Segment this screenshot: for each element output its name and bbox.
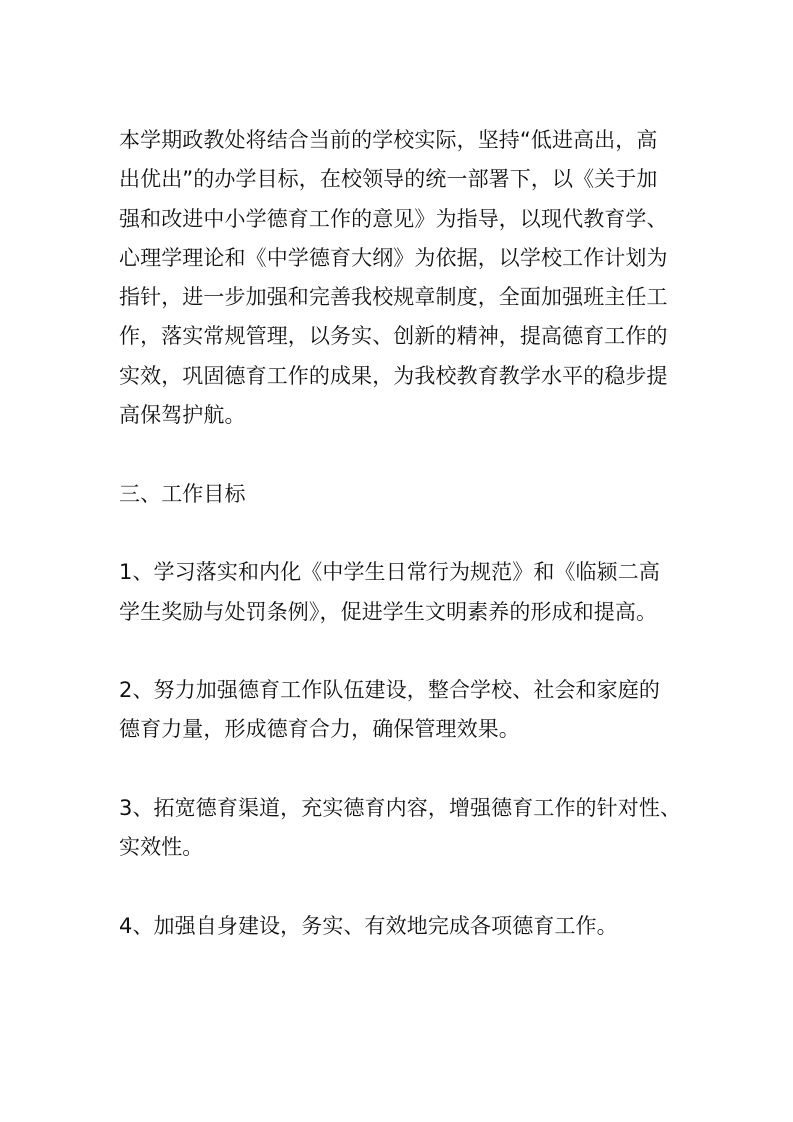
goal-item-4 bbox=[119, 907, 709, 946]
paragraph-line: 实效，巩固德育工作的成果，为我校教育教学水平的稳步提 bbox=[119, 363, 668, 388]
goal-line: 2、努力加强德育工作队伍建设，整合学校、社会和家庭的 bbox=[119, 678, 660, 703]
paragraph-line: 高保驾护航。 bbox=[119, 403, 246, 428]
goal-line: 德育力量，形成德育合力，确保管理效果。 bbox=[119, 717, 520, 742]
goal-item-1 bbox=[119, 553, 709, 632]
goal-item-3 bbox=[119, 789, 709, 868]
paragraph-spacer bbox=[119, 435, 709, 474]
document-body bbox=[119, 121, 709, 946]
goal-line: 4、加强自身建设，务实、有效地完成各项德育工作。 bbox=[119, 913, 618, 938]
paragraph-line: 本学期政教处将结合当前的学校实际，坚持“低进高出，高 bbox=[119, 128, 658, 152]
goal-line: 3、拓宽德育渠道，充实德育内容，增强德育工作的针对性、 bbox=[119, 796, 682, 821]
paragraph-line: 作，落实常规管理，以务实、创新的精神，提高德育工作的 bbox=[119, 324, 668, 349]
paragraph-line: 强和改进中小学德育工作的意见》为指导，以现代教育学、 bbox=[119, 206, 668, 231]
paragraph-line: 出优出”的办学目标，在校领导的统一部署下，以《关于加 bbox=[119, 167, 658, 192]
paragraph-spacer bbox=[119, 750, 709, 789]
goal-item-2 bbox=[119, 671, 709, 750]
paragraph-spacer bbox=[119, 868, 709, 907]
paragraph-spacer bbox=[119, 632, 709, 671]
paragraph-line: 心理学理论和《中学德育大纲》为依据，以学校工作计划为 bbox=[119, 245, 668, 270]
paragraph-line: 指针，进一步加强和完善我校规章制度，全面加强班主任工 bbox=[119, 285, 668, 310]
section-heading-text: 三、工作目标 bbox=[119, 481, 246, 506]
goal-line: 1、学习落实和内化《中学生日常行为规范》和《临颍二高 bbox=[119, 560, 660, 585]
paragraph-spacer bbox=[119, 514, 709, 553]
goal-line: 学生奖励与处罚条例》，促进学生文明素养的形成和提高。 bbox=[119, 599, 658, 624]
goal-line: 实效性。 bbox=[119, 835, 204, 860]
section-heading bbox=[119, 475, 709, 514]
intro-paragraph bbox=[119, 121, 709, 435]
